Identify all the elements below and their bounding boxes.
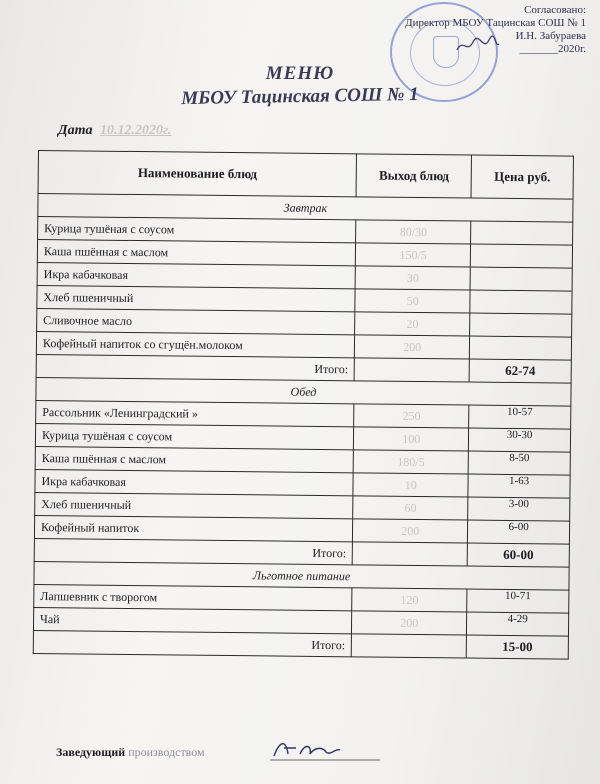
dish-portion: 200 [352, 611, 467, 635]
total-empty-cell [354, 358, 469, 382]
total-value: 62-74 [469, 359, 571, 383]
dish-portion: 120 [352, 588, 467, 612]
header-price: Цена руб. [471, 155, 573, 199]
page-title: МЕНЮ [265, 63, 335, 84]
section-title: Обед [36, 377, 571, 406]
total-value: 60-00 [467, 543, 569, 567]
dish-portion: 50 [355, 289, 470, 313]
total-empty-cell [352, 634, 467, 658]
dish-price: 3-00 [468, 497, 570, 521]
director-signature-icon [455, 34, 500, 56]
total-value: 15-00 [466, 635, 568, 659]
dish-name: Сливочное масло [37, 308, 356, 334]
total-label: Итого: [33, 630, 352, 656]
dish-portion: 250 [354, 404, 469, 428]
dish-name: Кофейный напиток со сгущён.молоком [36, 331, 355, 357]
total-label: Итого: [34, 538, 353, 564]
dish-price [470, 313, 572, 337]
section-title: Завтрак [38, 194, 573, 223]
header-name: Наименование блюд [38, 151, 357, 197]
dish-portion: 100 [354, 427, 469, 451]
dish-portion: 10 [353, 473, 468, 497]
dish-portion: 200 [355, 335, 470, 359]
footer-signature-line [56, 745, 205, 760]
section-title: Льготное питание [34, 561, 569, 590]
dish-price [469, 336, 571, 360]
dish-price: 10-57 [469, 405, 571, 429]
approval-line: Директор МБОУ Тацинская СОШ № 1 [405, 17, 586, 29]
dish-price: 6-00 [468, 520, 570, 544]
dish-name: Кофейный напиток [34, 515, 353, 541]
total-empty-cell [353, 542, 468, 566]
dish-name: Рассольник «Ленинградский » [36, 400, 355, 426]
footer-label: Заведующий [56, 745, 126, 759]
table-header-row [38, 151, 573, 200]
total-label: Итого: [36, 354, 355, 380]
dish-name: Лапшевник с творогом [34, 584, 353, 610]
dish-portion: 30 [355, 266, 470, 290]
dish-name: Курица тушёная с соусом [38, 217, 357, 243]
header-portion: Выход блюд [356, 154, 471, 198]
approval-line: И.Н. Забураева [515, 30, 586, 42]
dish-price [470, 244, 572, 268]
dish-price [470, 290, 572, 314]
dish-portion: 60 [353, 496, 468, 520]
dish-name: Курица тушёная с соусом [35, 423, 354, 449]
dish-price: 1-63 [468, 474, 570, 498]
dish-portion: 180/5 [353, 450, 468, 474]
dish-name: Икра кабачковая [35, 469, 354, 495]
dish-price: 10-71 [467, 589, 569, 613]
dish-name: Каша пшённая с маслом [35, 446, 354, 472]
dish-price [470, 267, 572, 291]
dish-price: 8-50 [468, 451, 570, 475]
dish-portion: 20 [355, 312, 470, 336]
dish-name: Хлеб пшеничный [37, 285, 356, 311]
dish-portion: 80/30 [356, 220, 471, 244]
dish-portion: 200 [353, 519, 468, 543]
dish-name: Хлеб пшеничный [35, 492, 354, 518]
page-subtitle: МБОУ Тацинская СОШ № 1 [181, 83, 419, 110]
manager-signature-icon [270, 736, 380, 762]
dish-name: Каша пшённая с маслом [37, 240, 356, 266]
dish-name: Чай [33, 607, 352, 633]
dish-portion: 150/5 [356, 243, 471, 267]
approval-line: _______2020г. [519, 43, 586, 55]
approval-line: Согласовано: [524, 4, 586, 16]
dish-price [471, 221, 573, 245]
dish-price: 30-30 [469, 428, 571, 452]
footer-label-rest: производством [128, 745, 205, 759]
date-label: Дата [58, 123, 93, 138]
date-value: 10.12.2020г. [99, 123, 172, 138]
date-line [58, 123, 171, 139]
dish-name: Икра кабачковая [37, 262, 356, 288]
dish-price: 4-29 [467, 612, 569, 636]
menu-table [33, 150, 574, 660]
total-row [33, 630, 568, 659]
